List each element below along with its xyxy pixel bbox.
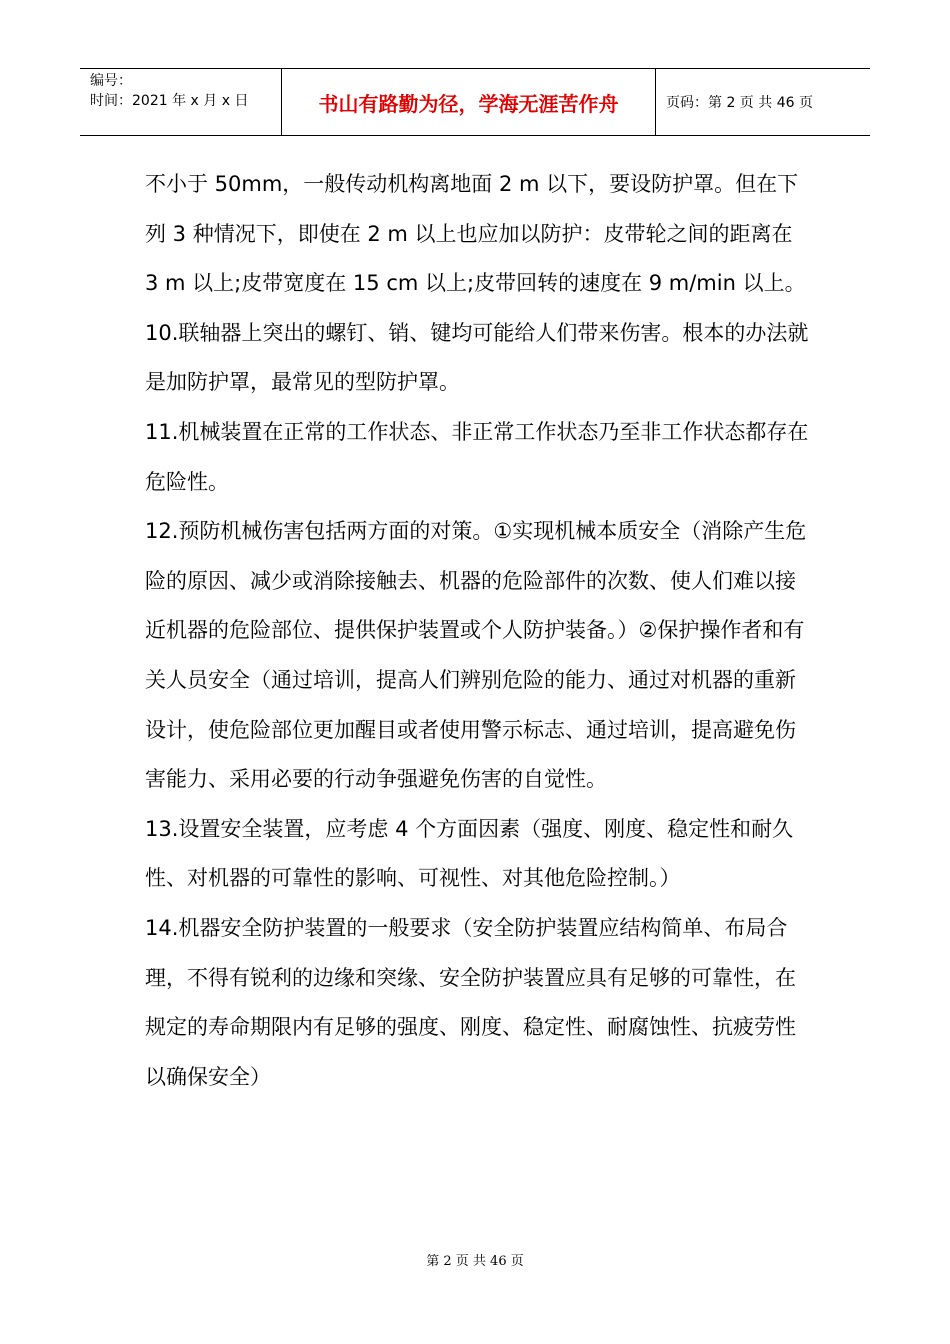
paragraph: 12.预防机械伤害包括两方面的对策。①实现机械本质安全（消除产生危险的原因、减少或消除接触去、机器的危险部件的次数、使人们难以接近机器的危险部位、提供保护装置或个人防护装备。）②保护操作者和有关人员安全（通过培训，提高人们辨别危险的能力、通过对机器的重新设计，使危险部位更加醒目或者使用警示标志、通过培训，提高避免伤害能力、采用必要的行动争强避免伤害的自觉性。 <box>145 519 807 792</box>
time-label: 时间：2021 年 x 月 x 日 <box>90 93 249 109</box>
paragraph: 14.机器安全防护装置的一般要求（安全防护装置应结构简单、布局合理，不得有锐利的边缘和突缘、安全防护装置应具有足够的可靠性，在规定的寿命期限内有足够的强度、刚度、稳定性、耐腐蚀性、抗疲劳性以确保安全） <box>145 915 796 1089</box>
page-info-cell <box>656 69 870 135</box>
footer-page-number: 第 2 页 共 46 页 <box>426 1254 524 1269</box>
motto-text: 书山有路勤为径，学海无涯苦作舟 <box>318 91 619 116</box>
paragraph: 13.设置安全装置，应考虑 4 个方面因素（强度、刚度、稳定性和耐久性、对机器的可靠性的影响、可视性、对其他危险控制。） <box>145 816 794 891</box>
page-footer <box>0 1250 950 1269</box>
header-meta-cell <box>80 69 282 135</box>
paragraph: 10.联轴器上突出的螺钉、销、键均可能给人们带来伤害。根本的办法就是加防护罩，最常见的型防护罩。 <box>145 320 809 395</box>
motto-cell <box>282 69 656 135</box>
paragraph: 不小于 50mm，一般传动机构离地面 2 m 以下，要设防护罩。但在下列 3 种情况下，即使在 2 m 以上也应加以防护：皮带轮之间的距离在 3 m 以上;皮带宽度在 15 cm 以上;皮带回转的速度在 9 m/min 以上。 <box>145 172 806 296</box>
page-info: 页码：第 2 页 共 46 页 <box>666 95 813 111</box>
document-body <box>145 160 810 1102</box>
serial-label: 编号： <box>90 73 132 89</box>
paragraph: 11.机械装置在正常的工作状态、非正常工作状态乃至非工作状态都存在危险性。 <box>145 419 809 494</box>
header-table <box>80 68 870 136</box>
